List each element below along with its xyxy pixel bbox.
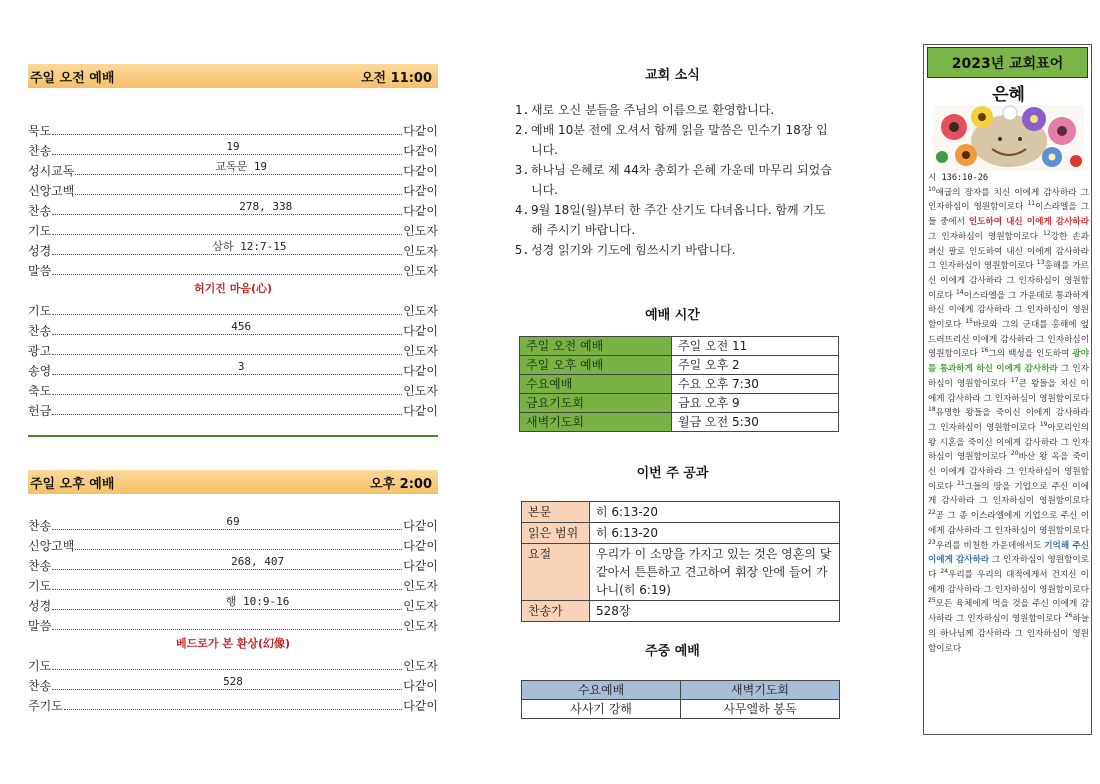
service-time: 월금 오전 5:30 (672, 413, 839, 432)
order-row (28, 138, 438, 158)
news-text: 하나님 은혜로 제 44차 총회가 은혜 가운데 마무리 되었습니다. (531, 163, 832, 197)
order-item-role: 인도자 (403, 304, 438, 318)
order-item-role: 인도자 (403, 224, 438, 238)
order-row (28, 613, 438, 633)
order-row (28, 198, 438, 218)
service-name: 주일 오전 예배 (520, 337, 672, 356)
service-order-column (28, 0, 438, 784)
dot-leader (64, 709, 402, 710)
order-item-detail: 278, 338 (239, 200, 293, 213)
order-row (28, 513, 438, 533)
order-item-role: 다같이 (403, 539, 438, 553)
order-row (28, 693, 438, 713)
order-row (28, 238, 438, 258)
order-item-label: 성경 (28, 599, 52, 613)
order-item-label: 성경 (28, 244, 52, 258)
order-row (28, 533, 438, 553)
order-row (28, 653, 438, 673)
motto-panel (923, 44, 1092, 735)
afternoon-order-list (28, 513, 438, 713)
verse-15: 바로와 그의 군대를 홍해에 엎드러뜨리신 이에게 감사하라 그 인자하심이 영원함이로다 (928, 320, 1089, 360)
worship-times-title: 예배 시간 (645, 308, 700, 323)
order-item-label: 말씀 (28, 619, 52, 633)
order-row (28, 318, 438, 338)
verse-17: 큰 왕들을 치신 이에게 감사하라 그 인자하심이 영원함이로다 (928, 378, 1089, 404)
order-row (28, 378, 438, 398)
lesson-key: 요절 (522, 544, 590, 601)
verse-18: 유명한 왕들을 죽이신 이에게 감사하라 그 인자하심이 영원함이로다 (928, 408, 1089, 433)
verse-25: 모든 육체에게 먹을 것을 주신 이에게 감사하라 그 인자하심이 영원함이로다 (928, 599, 1089, 625)
order-item-label: 기도 (28, 659, 52, 673)
lesson-value: 히 6:13-20 (590, 523, 840, 544)
lesson-row (522, 502, 840, 523)
order-row (28, 118, 438, 138)
order-row (28, 298, 438, 318)
news-number: 4. (515, 203, 530, 217)
order-row (28, 338, 438, 358)
order-item-role: 다같이 (403, 559, 438, 573)
order-item-role: 다같이 (403, 164, 438, 178)
verse-11: 이스라엘을 그들 중에서 (928, 202, 1089, 228)
order-item-role: 인도자 (403, 244, 438, 258)
service-time: 금요 오후 9 (672, 394, 839, 413)
midweek-header-wed: 수요예배 (522, 681, 681, 700)
afternoon-service-header (28, 470, 438, 494)
dot-leader (52, 669, 402, 670)
order-item-label: 성시교독 (28, 164, 75, 178)
lesson-key: 본문 (522, 502, 590, 523)
lesson-row (522, 523, 840, 544)
verse-10: 애굽의 장자를 치신 이에게 감사하라 그 인자하심이 영원함이로다 (928, 187, 1089, 213)
dot-leader (52, 394, 402, 395)
verse-16-highlight: 광야를 통과하게 하신 이에게 감사하라 (928, 349, 1089, 375)
order-item-detail: 3 (237, 360, 245, 373)
lesson-value: 우리가 이 소망을 가지고 있는 것은 영혼의 닻 같아서 튼튼하고 견고하여 휘장 안에 들어 가나니(히 6:19) (590, 544, 840, 601)
worship-time-row (520, 413, 839, 432)
verse-16: 그의 백성을 인도하여 (988, 349, 1073, 360)
lesson-key: 읽은 범위 (522, 523, 590, 544)
order-item-label: 광고 (28, 344, 52, 358)
section-divider (28, 435, 438, 437)
dot-leader (52, 629, 402, 630)
order-item-label: 송영 (28, 364, 52, 378)
order-item-role: 다같이 (403, 519, 438, 533)
order-item-detail: 268, 407 (231, 555, 285, 568)
order-item-role: 다같이 (403, 184, 438, 198)
verse-11-highlight: 인도하여 내신 이에게 감사하라 (968, 217, 1089, 228)
sermon-title: 베드로가 본 환상(幻像) (175, 637, 291, 650)
order-row (28, 158, 438, 178)
order-item-label: 말씀 (28, 264, 52, 278)
order-item-label: 기도 (28, 224, 52, 238)
dot-leader (52, 134, 402, 135)
news-title: 교회 소식 (645, 68, 700, 83)
midweek-title: 주중 예배 (645, 644, 700, 659)
order-row (28, 398, 438, 418)
lesson-table (521, 501, 840, 622)
verse-23: 우리를 비천한 가운데에서도 (935, 540, 1045, 551)
order-item-detail: 교독문 19 (215, 160, 268, 173)
lesson-row (522, 544, 840, 601)
order-item-label: 기도 (28, 304, 52, 318)
order-item-role: 인도자 (403, 599, 438, 613)
order-item-detail: 19 (226, 140, 240, 153)
order-item-role: 다같이 (403, 699, 438, 713)
order-item-label: 헌금 (28, 404, 52, 418)
order-item-detail: 528 (223, 675, 243, 688)
order-item-label: 주기도 (28, 699, 63, 713)
dot-leader (75, 194, 402, 195)
news-number: 5. (515, 243, 530, 257)
sermon-title: 허기진 마음(心) (193, 282, 272, 295)
news-item (515, 100, 835, 120)
service-name: 수요예배 (520, 375, 672, 394)
lesson-key: 찬송가 (522, 601, 590, 622)
afternoon-service-time: 오후 2:00 (370, 476, 432, 492)
order-row (28, 593, 438, 613)
morning-service-title: 주일 오전 예배 (30, 70, 115, 86)
order-item-label: 찬송 (28, 519, 52, 533)
dot-leader (75, 549, 402, 550)
order-item-role: 인도자 (403, 619, 438, 633)
news-text: 9월 18일(월)부터 한 주간 산기도 다녀옵니다. 함께 기도해 주시기 바랍니다. (531, 203, 826, 237)
verse-11-end: 그 인자하심이 영원함이로다 (928, 231, 1043, 242)
service-time: 수요 오후 7:30 (672, 375, 839, 394)
morning-order-list (28, 118, 438, 418)
lesson-row (522, 601, 840, 622)
motto-title: 2023년 교회표어 (927, 47, 1088, 78)
order-item-label: 찬송 (28, 144, 52, 158)
morning-service-time: 오전 11:00 (360, 70, 432, 86)
verse-22: 곧 그 종 이스라엘에게 기업으로 주신 이에게 감사하라 그 인자하심이 영원함이로다 (928, 511, 1089, 536)
verse-21: 그들의 땅을 기업으로 주신 이에게 감사하라 그 인자하심이 영원함이로다 (928, 481, 1089, 507)
dot-leader (52, 254, 402, 255)
dot-leader (52, 234, 402, 235)
verse-13: 홍해를 가르신 이에게 감사하라 그 인자하심이 영원함이로다 (928, 261, 1089, 301)
afternoon-service-title: 주일 오후 예배 (30, 476, 115, 492)
service-name: 금요기도회 (520, 394, 672, 413)
order-row (28, 573, 438, 593)
service-time: 주일 오전 11 (672, 337, 839, 356)
worship-times-table (519, 336, 839, 432)
service-name: 새벽기도회 (520, 413, 672, 432)
midweek-header-dawn: 새벽기도회 (681, 681, 840, 700)
motto-scripture: 시 136:10-26 $^{10}$애굽의 장자를 치신 이에게 감사하라 그 인자하심이 영원함이로다 $^{11}$이스라엘을 그들 중에서 인도하여 내신 이에게 감사하라 그 인자하심이 영원함이로다 $^{12}$강한 손과 펴신 팔로 인도하여 내신 이에게 감사하라 그 인자하심이 영원함이로다 $^{13}$홍해를 가르신 이에게 감사하라 그 인자하심이 영원함이로다 $^{14}$이스라엘을 그 가운데로 통과하게 하신 이에게 감사하라 그 인자하심이 영원함이로다 $^{15}$바로와 그의 군대를 홍해에 엎드러뜨리신 이에게 감사하라 그 인자하심이 영원함이로다 $^{16}$그의 백성을 인도하여 광야를 통과하게 하신 이에게 감사하라 그 인자하심이 영원함이로다 $^{17}$큰 왕들을 치신 이에게 감사하라 그 인자하심이 영원함이로다 $^{18}$유명한 왕들을 죽이신 이에게 감사하라 그 인자하심이 영원함이로다 $^{19}$아모리인의 왕 시혼을 죽이신 이에게 감사하라 그 인자하심이 영원함이로다 $^{20}$바산 왕 옥을 죽이신 이에게 감사하라 그 인자하심이 영원함이로다 $^{21}$그들의 땅을 기업으로 주신 이에게 감사하라 그 인자하심이 영원함이로다 $^{22}$곧 그 종 이스라엘에게 기업으로 주신 이에게 감사하라 그 인자하심이 영원함이로다 $^{23}$우리를 비천한 가운데에서도 기억해 주신 이에게 감사하라 그 인자하심이 영원함이로다 $^{24}$우리를 우리의 대적에게서 건지신 이에게 감사하라 그 인자하심이 영원함이로다 $^{25}$모든 육체에게 먹을 것을 주신 이에게 감사하라 그 인자하심이 영원함이로다 $^{26}$하늘의 하나님께 감사하라 그 인자하심이 영원함이로다 (928, 173, 1089, 654)
order-item-label: 기도 (28, 579, 52, 593)
news-item (515, 120, 835, 160)
dot-leader (52, 589, 402, 590)
order-row (28, 218, 438, 238)
worship-time-row (520, 356, 839, 375)
order-item-label: 찬송 (28, 204, 52, 218)
order-item-role: 인도자 (403, 579, 438, 593)
verse-19: 아모리인의 왕 시혼을 죽이신 이에게 감사하라 그 인자하심이 영원함이로다 (928, 422, 1089, 463)
order-item-role: 다같이 (403, 404, 438, 418)
news-text: 예배 10분 전에 오셔서 함께 읽을 말씀은 민수기 18장 입니다. (531, 123, 828, 157)
worship-time-row (520, 394, 839, 413)
news-number: 1. (515, 103, 530, 117)
order-item-label: 찬송 (28, 324, 52, 338)
church-info-column (505, 0, 840, 784)
order-item-role: 인도자 (403, 384, 438, 398)
dot-leader (52, 334, 402, 335)
order-item-detail: 69 (226, 515, 240, 528)
order-item-label: 신앙고백 (28, 539, 75, 553)
order-item-role: 인도자 (403, 659, 438, 673)
order-item-label: 묵도 (28, 124, 52, 138)
service-name: 주일 오후 예배 (520, 356, 672, 375)
midweek-value-dawn: 사무엘하 봉독 (681, 700, 840, 719)
order-item-label: 신앙고백 (28, 184, 75, 198)
dot-leader (52, 414, 402, 415)
verse-23-end: 그 인자하심이 영원함이로다 (928, 555, 1089, 580)
order-row (28, 258, 438, 278)
dot-leader (52, 154, 402, 155)
dot-leader (52, 354, 402, 355)
verse-24: 우리를 우리의 대적에게서 건지신 이에게 감사하라 그 인자하심이 영원함이로다 (928, 569, 1089, 595)
service-time: 주일 오후 2 (672, 356, 839, 375)
order-row (28, 673, 438, 693)
dot-leader (52, 529, 402, 530)
lesson-value: 528장 (590, 601, 840, 622)
order-item-role: 인도자 (403, 264, 438, 278)
order-item-detail: 행 10:9-16 (225, 595, 290, 608)
news-text: 성경 읽기와 기도에 힘쓰시기 바랍니다. (531, 243, 736, 257)
order-item-label: 축도 (28, 384, 52, 398)
order-item-role: 다같이 (403, 364, 438, 378)
scripture-reference: 시 136:10-26 (928, 173, 989, 183)
verse-16-end: 그 인자하심이 영원함이로다 (928, 364, 1089, 389)
order-item-label: 찬송 (28, 559, 52, 573)
news-number: 2. (515, 123, 530, 137)
order-item-role: 인도자 (403, 344, 438, 358)
news-text: 새로 오신 분들을 주님의 이름으로 환영합니다. (531, 103, 775, 117)
lesson-value: 히 6:13-20 (590, 502, 840, 523)
lesson-title: 이번 주 공과 (636, 466, 709, 481)
news-item (515, 240, 835, 260)
order-row (28, 358, 438, 378)
verse-14: 이스라엘을 그 가운데로 통과하게 하신 이에게 감사하라 그 인자하심이 영원함이로다 (928, 290, 1089, 331)
order-item-role: 다같이 (403, 144, 438, 158)
order-item-detail: 456 (231, 320, 252, 333)
flower-illustration (934, 105, 1084, 171)
order-item-label: 찬송 (28, 679, 52, 693)
order-item-role: 다같이 (403, 204, 438, 218)
verse-12: 강한 손과 펴신 팔로 인도하여 내신 이에게 감사하라 그 인자하심이 영원함이로다 (928, 231, 1089, 272)
order-row (28, 178, 438, 198)
dot-leader (52, 569, 402, 570)
verse-23-highlight: 기억해 주신 이에게 감사하라 (928, 540, 1089, 566)
midweek-table (521, 680, 840, 719)
dot-leader (52, 274, 402, 275)
dot-leader (52, 689, 402, 690)
worship-time-row (520, 337, 839, 356)
order-item-role: 다같이 (403, 324, 438, 338)
dot-leader (75, 174, 402, 175)
order-row (28, 553, 438, 573)
worship-time-row (520, 375, 839, 394)
news-item (515, 200, 835, 240)
news-item (515, 160, 835, 200)
order-item-role: 다같이 (403, 679, 438, 693)
order-item-detail: 삼하 12:7-15 (212, 240, 287, 253)
dot-leader (52, 214, 402, 215)
verse-26: 하늘의 하나님께 감사하라 그 인자하심이 영원함이로다 (928, 614, 1089, 654)
midweek-value-wed: 사사기 강해 (522, 700, 681, 719)
order-item-role: 다같이 (403, 124, 438, 138)
news-number: 3. (515, 163, 530, 177)
verse-20: 바산 왕 옥을 죽이신 이에게 감사하라 그 인자하심이 영원함이로다 (928, 452, 1089, 492)
dot-leader (52, 374, 402, 375)
morning-service-header (28, 64, 438, 88)
dot-leader (52, 314, 402, 315)
dot-leader (52, 609, 402, 610)
news-list (515, 100, 835, 260)
motto-theme: 은혜 (992, 85, 1025, 105)
